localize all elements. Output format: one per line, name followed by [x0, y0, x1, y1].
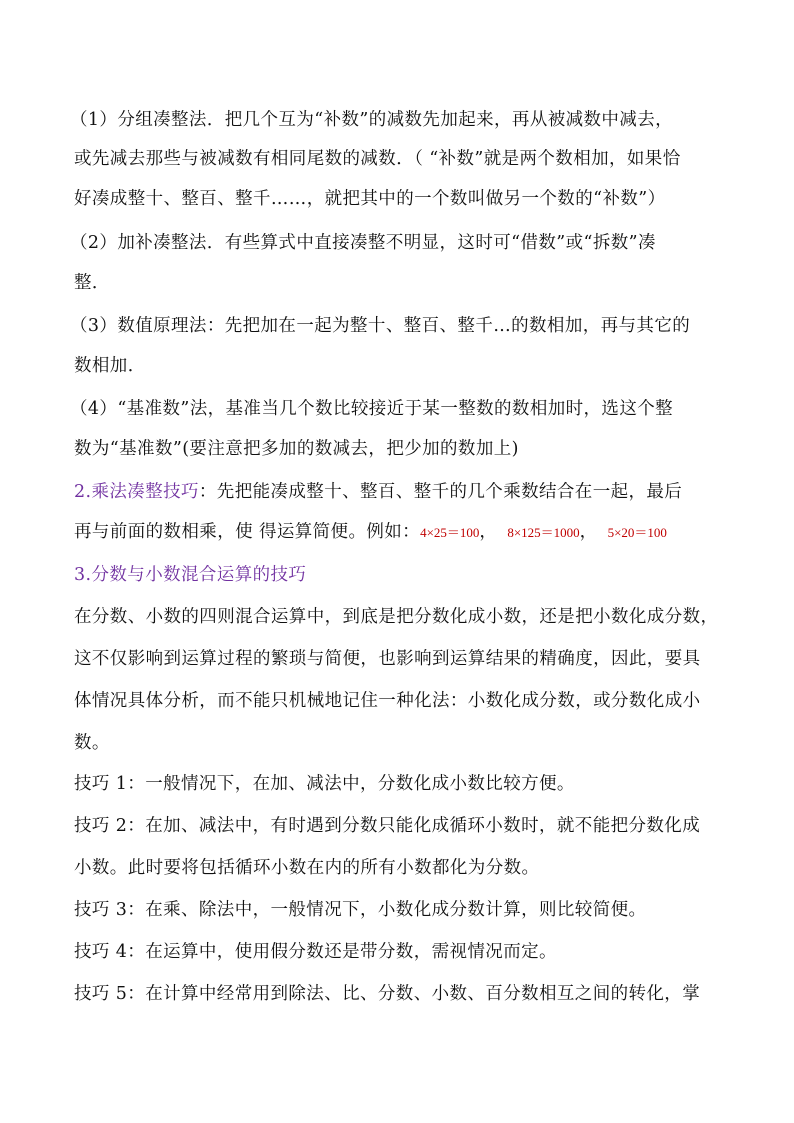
paragraph-4-line-1: （4）“基准数”法，基准当几个数比较接近于某一整数的数相加时，选这个整 [70, 399, 674, 419]
tip-2-line-1: 技巧 2：在加、减法中，有时遇到分数只能化成循环小数时，就不能把分数化成 [74, 816, 701, 836]
paragraph-1-line-3: 好凑成整十、整百、整千……，就把其中的一个数叫做另一个数的“补数”） [74, 189, 666, 209]
section-2-line-2 [74, 520, 667, 545]
paragraph-2-line-2: 整． [74, 273, 110, 293]
tip-2-line-2: 小数。此时要将包括循环小数在内的所有小数都化为分数。 [74, 858, 540, 878]
section-3-heading: 3.分数与小数混合运算的技巧 [74, 565, 307, 585]
equation-3: 5×20＝100 [607, 525, 667, 540]
equation-1: 4×25＝100 [420, 525, 480, 540]
section-2-text-2: 再与前面的数相乘，使 得运算简便。例如： [74, 522, 421, 542]
equation-separator: ， [579, 522, 598, 542]
section-3-intro-line-3: 体情况具体分析，而不能只机械地记住一种化法：小数化成分数，或分数化成小 [74, 691, 701, 711]
equation-separator: ， [479, 522, 498, 542]
tip-4: 技巧 4：在运算中，使用假分数还是带分数，需视情况而定。 [74, 942, 557, 962]
section-2-heading: 2.乘法凑整技巧 [74, 482, 199, 502]
paragraph-3-line-1: （3）数值原理法：先把加在一起为整十、整百、整千…的数相加，再与其它的 [70, 316, 691, 336]
section-2-text: ：先把能凑成整十、整百、整千的几个乘数结合在一起，最后 [198, 482, 683, 502]
section-2-line-1 [74, 480, 682, 504]
section-3-intro-line-2: 这不仅影响到运算过程的繁琐与简便，也影响到运算结果的精确度，因此，要具 [74, 649, 701, 669]
tip-5-line-1: 技巧 5：在计算中经常用到除法、比、分数、小数、百分数相互之间的转化，掌 [74, 984, 701, 1004]
paragraph-4-line-2: 数为“基准数”(要注意把多加的数减去，把少加的数加上) [74, 439, 519, 459]
paragraph-2-line-1: （2）加补凑整法．有些算式中直接凑整不明显，这时可“借数”或“拆数”凑 [70, 233, 656, 253]
paragraph-1-line-1: （1）分组凑整法．把几个互为“补数”的减数先加起来，再从被减数中减去， [70, 110, 674, 130]
tip-1: 技巧 1：一般情况下，在加、减法中，分数化成小数比较方便。 [74, 774, 575, 794]
equation-2: 8×125＝1000 [507, 525, 580, 540]
tip-3: 技巧 3：在乘、除法中，一般情况下，小数化成分数计算，则比较简便。 [74, 900, 647, 920]
section-3-intro-line-1: 在分数、小数的四则混合运算中，到底是把分数化成小数，还是把小数化成分数， [74, 607, 719, 627]
paragraph-1-line-2: 或先减去那些与被减数有相同尾数的减数．（ “补数”就是两个数相加，如果恰 [74, 149, 681, 169]
paragraph-3-line-2: 数相加． [74, 356, 146, 376]
section-3-intro-line-4: 数。 [74, 733, 110, 753]
